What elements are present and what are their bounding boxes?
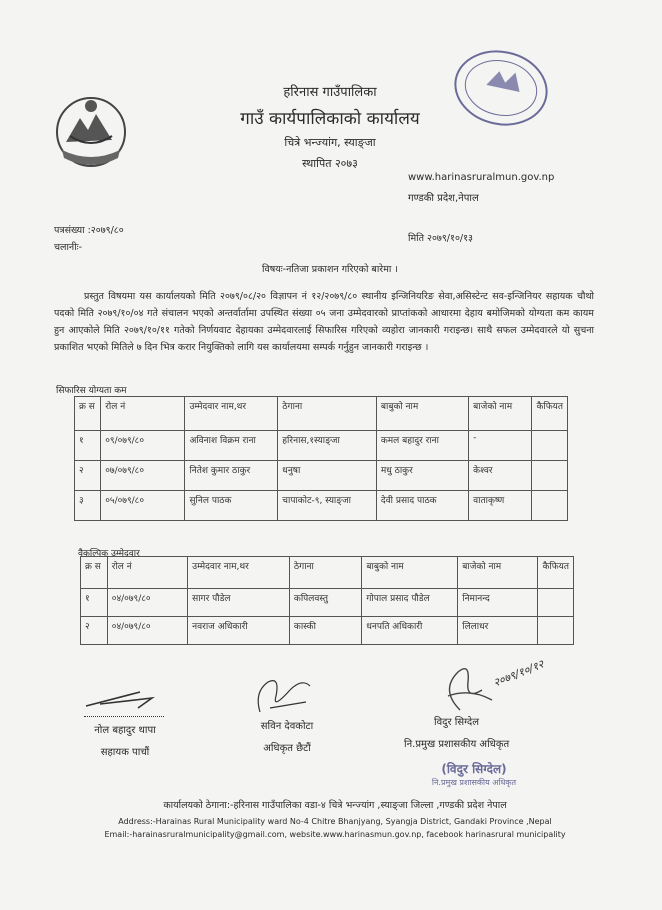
header-remarks: कैफियत [532,397,568,431]
recommended-table [74,396,568,521]
cell: ०५/०७९/८० [101,491,185,521]
body-paragraph: प्रस्तुत विषयमा यस कार्यालयको मिति २०७९/०८/२० विज्ञापन नं १२/२०७९/८० स्थानीय इन्जिनियरिङ सेवा,असिस्टेन्ट सव-इन्जिनियर सहायक चौथो पदको मिति २०७९/१०/०४ गते संचालन भएको अन्तर्वार्तामा उपस्थित संख्या ०५ जना उम्मेदवारको प्राप्तांकको आधारमा देहाय बमोजिमको योग्यता कम कायम हुन आएकोले मिति २०७९/१०/११ गतेको निर्णयवाट देहायका उम्मेदवारलाई सिफारिस गरिएको व्यहोरा जानकारी गराइन्छ। साथै सफल उम्मेदवारले यो सुचना प्रकाशित भएको मितिले ७ दिन भित्र करार नियुक्तिको लागि यस कार्यालयमा सम्पर्क गर्नुहुन जानकारी गराइन्छ । [54,291,594,353]
header-name: उम्मेदवार नाम,थर [188,557,290,589]
cell: ३ [75,491,101,521]
header-address: ठेगाना [289,557,361,589]
header-name: उम्मेदवार नाम,थर [185,397,278,431]
signature-1-icon [80,684,170,714]
cell: हरिनास,१स्याङ्जा [278,431,377,461]
cell: - [469,431,532,461]
header-address: ठेगाना [278,397,377,431]
header-remarks: कैफियत [538,557,574,589]
footer-address-nepali: कार्यालयको ठेगाना:-हरिनास गाउँपालिका वडा-४ चित्रे भन्ज्यांग ,स्याङ्जा जिल्ला ,गण्डकी प्रदेश नेपाल [163,800,507,811]
cell: कपिलवस्तु [289,589,361,617]
table-row [75,491,568,521]
header-grandfather: बाजेको नाम [469,397,532,431]
name-stamp-title: नि.प्रमुख प्रशासकीय अधिकृत [431,778,517,787]
footer-contact: Email:-harainasruralmunicipality@gmail.com, website.www.harinasmun.gov.np, facebook harinasrural municipality [104,830,566,839]
cell: केश्वर [469,461,532,491]
header-sn: क्र स [75,397,101,431]
signature-date: २०७९/१०/१२ [491,657,546,690]
dispatch-number: चलानीः- [54,242,83,253]
letter-number: पत्रसंख्या :२०७९/८० [54,225,124,236]
cell: धनुषा [278,461,377,491]
cell: धनपति अधिकारी [362,617,458,645]
cell: नितेश कुमार ठाकुर [185,461,278,491]
header-father: बाबुको नाम [362,557,458,589]
signatory-3-title: नि.प्रमुख प्रशासकीय अधिकृत [404,739,510,750]
cell [532,431,568,461]
cell: देवी प्रसाद पाठक [376,491,468,521]
cell: कमल बहादुर राना [376,431,468,461]
subject: विषयः-नतिजा प्रकाशन गरिएको बारेमा । [262,264,398,275]
cell: ०९/०७९/८० [101,431,185,461]
cell [532,491,568,521]
cell [532,461,568,491]
cell: ०४/०७९/८० [107,617,187,645]
cell: २ [81,617,108,645]
name-stamp: (विदुर सिग्देल) [441,762,507,776]
website: www.harinasruralmun.gov.np [408,172,555,183]
header-roll: रोल नं [107,557,187,589]
cell [538,617,574,645]
established-year: स्थापित २०७३ [302,157,358,170]
municipality-name: हरिनास गाउँपालिका [283,85,377,100]
signatory-1-title: सहायक पाचौं [100,747,150,758]
cell: लिलाधर [458,617,538,645]
cell: २ [75,461,101,491]
cell: ०४/०७९/८० [107,589,187,617]
signatory-2-title: अधिकृत छैटौं [263,743,311,754]
table-row [81,589,574,617]
cell: सुनिल पाठक [185,491,278,521]
header-father: बाबुको नाम [376,397,468,431]
letter-date: मिति २०७९/१०/१३ [408,233,473,244]
nepal-emblem-icon [52,92,130,174]
cell [538,589,574,617]
signatory-3-name: विदुर सिग्देल [434,717,479,728]
header-grandfather: बाजेको नाम [458,557,538,589]
cell: सागर पौडेल [188,589,290,617]
cell: ०७/०७९/८० [101,461,185,491]
table-row [75,461,568,491]
office-location: चित्रे भन्ज्यांग, स्याङ्जा [284,136,376,149]
table-row [81,617,574,645]
signatory-2-name: सविन देवकोटा [260,721,314,732]
table2-caption: वैकल्पिक उम्मेदवार [78,549,140,559]
office-title: गाउँ कार्यपालिकाको कार्यालय [240,109,420,129]
cell: चापाकोट-९, स्याङ्जा [278,491,377,521]
table1-caption: सिफारिस योग्यता कम [56,386,127,396]
cell: कास्की [289,617,361,645]
cell: मधु ठाकुर [376,461,468,491]
cell: निमानन्द [458,589,538,617]
cell: गोपाल प्रसाद पौडेल [362,589,458,617]
signature-2-icon [250,672,320,716]
cell: १ [81,589,108,617]
alternate-table [80,556,574,645]
signatory-1-name: नोल बहादुर थापा [94,725,156,736]
cell: अविनाश विक्रम राना [185,431,278,461]
header-roll: रोल नं [101,397,185,431]
header-sn: क्र स [81,557,108,589]
table-row [75,431,568,461]
cell: वाताकृष्ण [469,491,532,521]
footer-address-english: Address:-Harainas Rural Municipality ward No-4 Chitre Bhanjyang, Syangja District, Gandaki Province ,Nepal [118,817,552,826]
cell: १ [75,431,101,461]
province: गण्डकी प्रदेश,नेपाल [408,193,479,204]
cell: नवराज अधिकारी [188,617,290,645]
